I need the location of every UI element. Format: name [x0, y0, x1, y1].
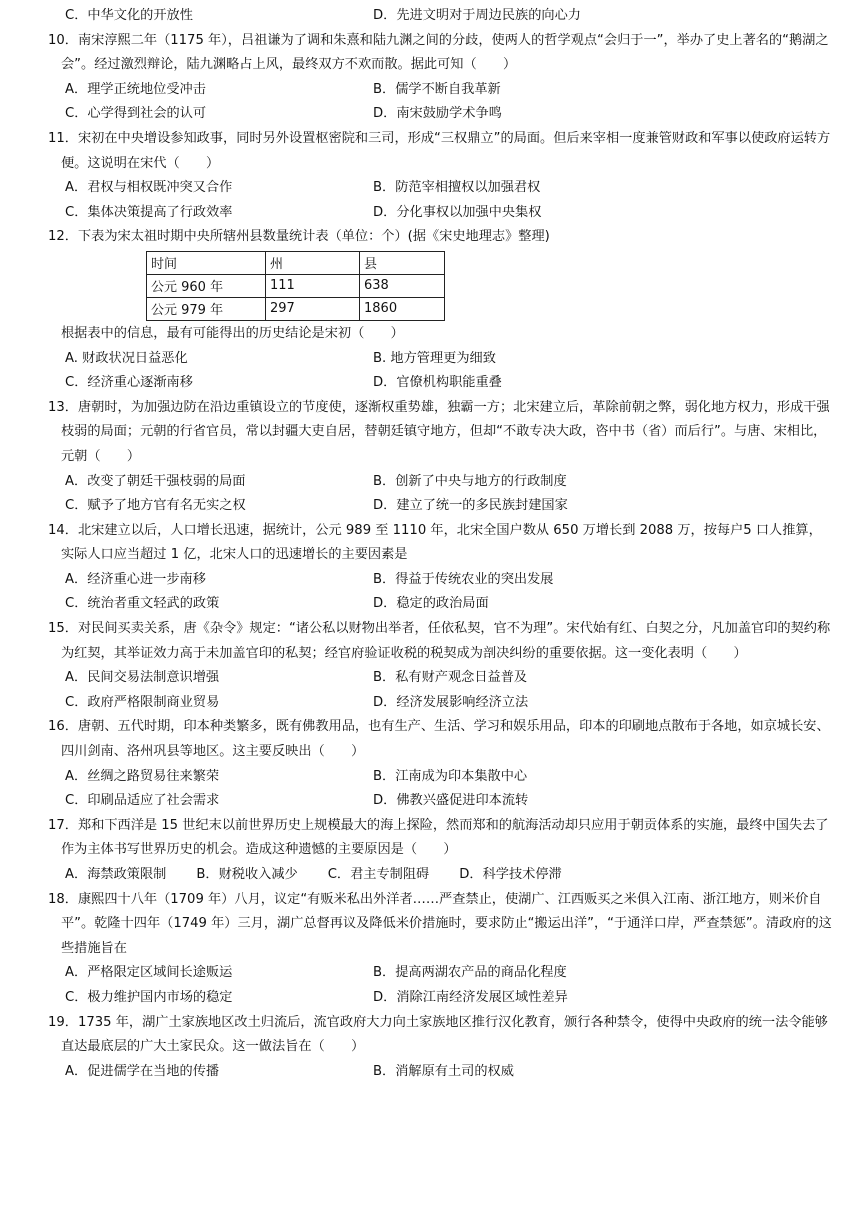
question-15 — [48, 617, 834, 715]
question-17-stem: 17．郑和下西洋是 15 世纪末以前世界历史上规模最大的海上探险，然而郑和的航海活动却只应用于朝贡体系的实施，最终中国失去了作为主体书写世界历史的机会。造成这种遗憾的主要原因是（ ） — [48, 817, 829, 858]
q13-option-a[interactable]: A．改变了朝廷干强枝弱的局面 — [65, 473, 246, 489]
q19-option-b[interactable]: B．消解原有土司的权威 — [373, 1063, 514, 1079]
q14-option-c[interactable]: C．统治者重文轻武的政策 — [65, 596, 220, 612]
question-18 — [48, 888, 834, 1011]
table-header-cell: 县 — [360, 251, 445, 274]
q9-option-d[interactable]: D．先进文明对于周边民族的向心力 — [373, 8, 581, 23]
q15-option-c[interactable]: C．政府严格限制商业贸易 — [65, 694, 220, 710]
q10-options — [48, 78, 834, 127]
q9-options — [48, 4, 834, 29]
q16-option-d[interactable]: D．佛教兴盛促进印本流转 — [373, 793, 529, 809]
q19-options — [48, 1060, 834, 1085]
q10-option-d[interactable]: D．南宋鼓励学术争鸣 — [373, 106, 502, 122]
question-19-stem: 19．1735 年，湖广土家族地区改土归流后，流官政府大力向土家族地区推行汉化教育，颁行各种禁令，使得中央政府的统一法令能够直达最底层的广大土家民众。这一做法旨在（ ） — [48, 1014, 828, 1055]
q10-option-a[interactable]: A．理学正统地位受冲击 — [65, 81, 206, 97]
q18-options — [48, 961, 834, 1010]
question-18-stem: 18．康熙四十八年（1709 年）八月，议定“有贩米私出外洋者……严查禁止，使湖广、江西贩买之米俱入江南、浙江地方，则米价自平”。乾隆十四年（1749 年）三月，湖广总督再议及降低米价措施时，要求防止“搬运出洋”，“于通洋口岸，严查禁惩”。清政府的这些措施旨在 — [48, 891, 832, 956]
q18-option-c[interactable]: C．极力维护国内市场的稳定 — [65, 989, 233, 1005]
question-19 — [48, 1011, 834, 1085]
question-10-stem: 10．南宋淳熙二年（1175 年），吕祖谦为了调和朱熹和陆九渊之间的分歧，使两人的哲学观点“会归于一”，举办了史上著名的“鹅湖之会”。经过激烈辩论，陆九渊略占上风，最终双方不欢而散。据此可知（ ） — [48, 32, 829, 73]
question-16 — [48, 715, 834, 813]
q14-options — [48, 568, 834, 617]
q14-option-a[interactable]: A．经济重心进一步南移 — [65, 571, 206, 587]
q16-option-b[interactable]: B．江南成为印本集散中心 — [373, 768, 528, 784]
q11-option-c[interactable]: C．集体决策提高了行政效率 — [65, 204, 233, 220]
q13-option-c[interactable]: C．赋予了地方官有名无实之权 — [65, 498, 246, 514]
question-16-stem: 16．唐朝、五代时期，印本种类繁多，既有佛教用品，也有生产、生活、学习和娱乐用品，印本的印刷地点散布于各地，如京城长安、四川剑南、洛州巩县等地区。这主要反映出（ ） — [48, 719, 830, 760]
q17-option-d[interactable]: D．科学技术停滞 — [459, 867, 562, 882]
q16-option-c[interactable]: C．印刷品适应了社会需求 — [65, 793, 220, 809]
table-row — [147, 297, 445, 320]
q12-options — [48, 347, 834, 396]
q10-option-b[interactable]: B．儒学不断自我革新 — [373, 81, 501, 97]
q11-option-a[interactable]: A．君权与相权既冲突又合作 — [65, 180, 233, 196]
table-cell: 公元 960 年 — [147, 274, 266, 297]
q14-option-d[interactable]: D．稳定的政治局面 — [373, 596, 489, 612]
question-10 — [48, 29, 834, 127]
county-stat-table — [146, 251, 445, 321]
q18-option-b[interactable]: B．提高两湖农产品的商品化程度 — [373, 965, 567, 981]
table-cell: 公元 979 年 — [147, 297, 266, 320]
q18-option-d[interactable]: D．消除江南经济发展区域性差异 — [373, 989, 568, 1005]
q15-option-d[interactable]: D．经济发展影响经济立法 — [373, 694, 529, 710]
table-header-row — [147, 251, 445, 274]
table-cell: 638 — [360, 274, 445, 297]
q10-option-c[interactable]: C．心学得到社会的认可 — [65, 106, 207, 122]
q12-option-a[interactable]: A. 财政状况日益恶化 — [65, 350, 188, 366]
table-header-cell: 州 — [266, 251, 360, 274]
q11-option-b[interactable]: B．防范宰相擅权以加强君权 — [373, 180, 541, 196]
table-row — [147, 274, 445, 297]
q19-option-a[interactable]: A．促进儒学在当地的传播 — [65, 1063, 220, 1079]
table-cell: 111 — [266, 274, 360, 297]
q13-option-d[interactable]: D．建立了统一的多民族封建国家 — [373, 498, 568, 514]
question-11-stem: 11．宋初在中央增设参知政事，同时另外设置枢密院和三司，形成“三权鼎立”的局面。但后来宰相一度兼管财政和军事以使政府运转方便。这说明在宋代（ ） — [48, 130, 831, 171]
q12-option-d[interactable]: D．官僚机构职能重叠 — [373, 375, 502, 391]
table-header-cell: 时间 — [147, 251, 266, 274]
q13-options — [48, 470, 834, 519]
q12-option-c[interactable]: C．经济重心逐渐南移 — [65, 375, 193, 391]
q9-option-c[interactable]: C．中华文化的开放性 — [65, 8, 193, 23]
q11-option-d[interactable]: D．分化事权以加强中央集权 — [373, 204, 542, 220]
q12-option-b[interactable]: B. 地方管理更为细致 — [373, 350, 496, 366]
question-13 — [48, 396, 834, 519]
q14-option-b[interactable]: B．得益于传统农业的突出发展 — [373, 571, 554, 587]
question-17 — [48, 814, 834, 888]
q11-options — [48, 176, 834, 225]
question-12 — [48, 225, 834, 395]
q17-option-b[interactable]: B．财税收入减少 — [196, 867, 298, 882]
question-11 — [48, 127, 834, 225]
table-cell: 297 — [266, 297, 360, 320]
question-14-stem: 14．北宋建立以后，人口增长迅速，据统计，公元 989 至 1110 年，北宋全国户数从 650 万增长到 2088 万，按每户5 口人推算，实际人口应当超过 1 亿，北宋人口的迅速增长的主要因素是 — [48, 522, 822, 563]
q16-option-a[interactable]: A．丝绸之路贸易往来繁荣 — [65, 768, 220, 784]
table-cell: 1860 — [360, 297, 445, 320]
q15-options — [48, 666, 834, 715]
q15-option-a[interactable]: A．民间交易法制意识增强 — [65, 670, 220, 686]
q16-options — [48, 765, 834, 814]
q13-option-b[interactable]: B．创新了中央与地方的行政制度 — [373, 473, 567, 489]
q17-option-a[interactable]: A．海禁政策限制 — [65, 867, 167, 882]
q18-option-a[interactable]: A．严格限定区域间长途贩运 — [65, 965, 233, 981]
question-12-lead: 根据表中的信息，最有可能得出的历史结论是宋初（ ） — [61, 325, 404, 341]
question-15-stem: 15．对民间买卖关系，唐《杂令》规定：“诸公私以财物出举者，任依私契，官不为理”。宋代始有红、白契之分，凡加盖官印的契约称为红契，其举证效力高于未加盖官印的私契；经官府验证收税的税契成为剖决纠纷的重要依据。这一变化表明（ ） — [48, 621, 831, 661]
question-12-stem: 12．下表为宋太祖时期中央所辖州县数量统计表（单位：个）(据《宋史地理志》整理) — [48, 229, 550, 245]
q17-option-c[interactable]: C．君主专制阻碍 — [327, 867, 430, 882]
q17-options — [48, 863, 834, 888]
question-14 — [48, 519, 834, 617]
question-13-stem: 13．唐朝时，为加强边防在沿边重镇设立的节度使，逐渐权重势雄，独霸一方；北宋建立后，革除前朝之弊，弱化地方权力，形成干强枝弱的局面；元朝的行省官员，常以封疆大吏自居，替朝廷镇守地方，但却“不敢专决大政，咨中书（省）而后行”。与唐、宋相比，元朝（ ） — [48, 399, 830, 464]
q15-option-b[interactable]: B．私有财产观念日益普及 — [373, 670, 528, 686]
